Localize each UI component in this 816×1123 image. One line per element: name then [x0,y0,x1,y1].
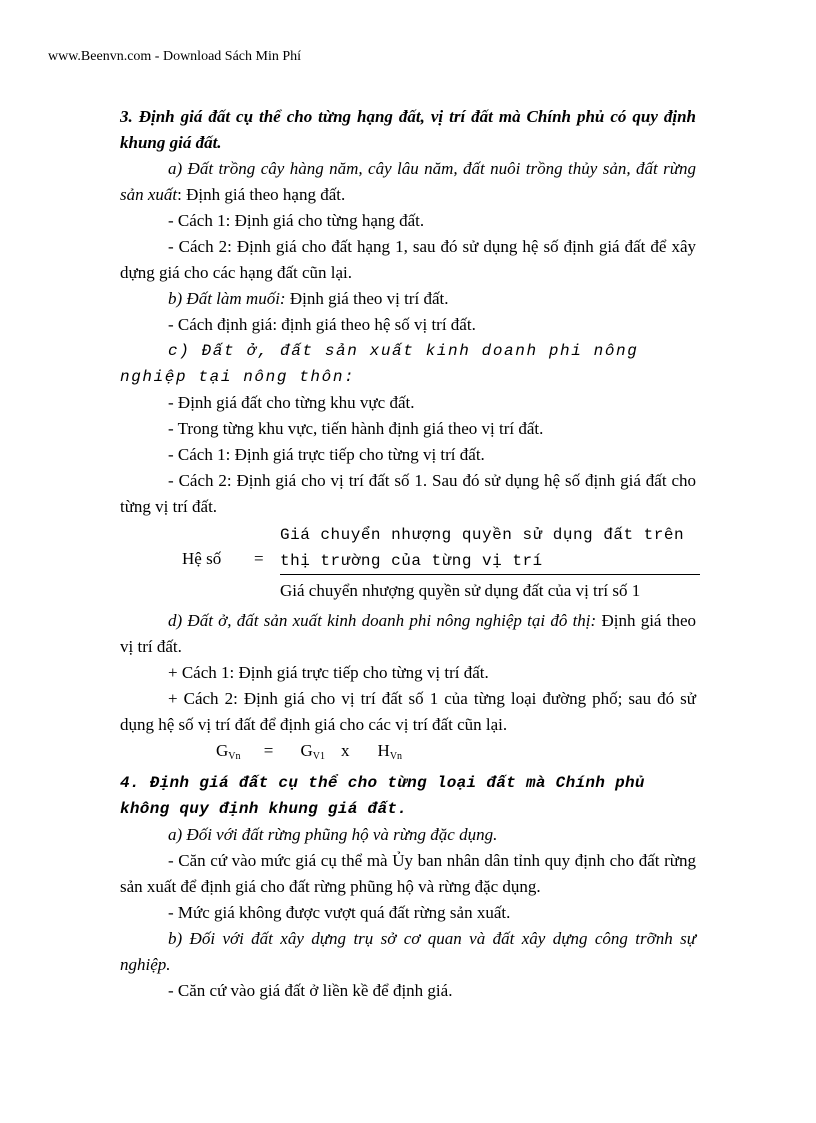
section-3d-method-1: + Cách 1: Định giá trực tiếp cho từng vị trí đất. [168,663,489,682]
section-3a-method-2: - Cách 2: Định giá cho đất hạng 1, sau đó sử dụng hệ số định giá đất để xây dựng giá cho các hạng đất cũn lại. [120,237,696,282]
formula-equals: = [254,549,264,568]
section-3d-method-2: + Cách 2: Định giá cho vị trí đất số 1 của từng loại đường phố; sau đó sử dụng hệ số vị trí đất để định giá cho các vị trí đất cũn lại. [120,689,696,734]
formula-times: x [341,741,350,760]
section-3b-paragraph [120,286,696,312]
section-4b-label: b) Đối với đất xây dựng trụ sở cơ quan và đất xây dựng công trỡnh sự nghiệp. [120,929,696,974]
section-3b-method: - Cách định giá: định giá theo hệ số vị trí đất. [168,315,476,334]
section-3-heading: 3. Định giá đất cụ thể cho từng hạng đất, vị trí đất mà Chính phủ có quy định khung giá đất. [120,107,696,152]
formula-g-equals: = [263,741,274,760]
formula-g: $G_{Vn}$ [216,741,241,762]
section-3a-method-1: - Cách 1: Định giá cho từng hạng đất. [168,211,425,230]
section-3c-line-1: - Định giá đất cho từng khu vực đất. [168,393,415,412]
section-3c-line-3: - Cách 1: Định giá trực tiếp cho từng vị trí đất. [168,445,485,464]
formula-gv1: $G_{V1}$ [300,741,326,762]
formula-label: Hệ số [182,549,222,568]
section-3c-label: c) Đất ở, đất sản xuất kinh doanh phi nông nghiệp tại nông thôn: [120,342,639,386]
document-body [120,104,696,1004]
section-4a-line-1: - Căn cứ vào mức giá cụ thể mà Ủy ban nhân dân tỉnh quy định cho đất rừng sản xuất để định giá cho đất rừng phũng hộ và rừng đặc dụng. [120,851,696,896]
section-3d-label: d) Đất ở, đất sản xuất kinh doanh phi nông nghiệp tại đô thị: [168,611,597,630]
section-3a-paragraph [120,156,696,208]
section-3b-label: b) Đất làm muối: [168,289,286,308]
formula-hvn: $H_{Vn}$ [377,741,403,762]
section-3d-text: Định giá theo vị trí đất. [120,611,696,656]
section-3c-line-2: - Trong từng khu vực, tiến hành định giá theo vị trí đất. [168,419,544,438]
section-3b-text: Định giá theo vị trí đất. [285,289,449,308]
price-formula [120,738,696,770]
section-3d-paragraph [120,608,696,660]
coefficient-formula [120,522,696,610]
page-header: www.Beenvn.com - Download Sách Min Phí [48,49,302,64]
section-4a-label: a) Đối với đất rừng phũng hộ và rừng đặc dụng. [168,825,498,844]
section-4b-line-1: - Căn cứ vào giá đất ở liền kề để định giá. [168,981,453,1000]
formula-numerator: Giá chuyển nhượng quyền sử dụng đất trên thị trường của từng vị trí [280,522,700,575]
section-4a-line-2: - Mức giá không được vượt quá đất rừng sản xuất. [168,903,511,922]
formula-denominator: Giá chuyển nhượng quyền sử dụng đất của vị trí số 1 [280,581,641,600]
section-4-heading: 4. Định giá đất cụ thể cho từng loại đất mà Chính phủ không quy định khung giá đất. [120,774,645,818]
section-3a-text: : Định giá theo hạng đất. [177,185,346,204]
section-3a-label: a) Đất trồng cây hàng năm, cây lâu năm, đất nuôi trồng thủy sản, đất rừng sản xuất [120,159,696,204]
section-3c-line-4: - Cách 2: Định giá cho vị trí đất số 1. Sau đó sử dụng hệ số định giá đất cho từng vị trí đất. [120,471,696,516]
